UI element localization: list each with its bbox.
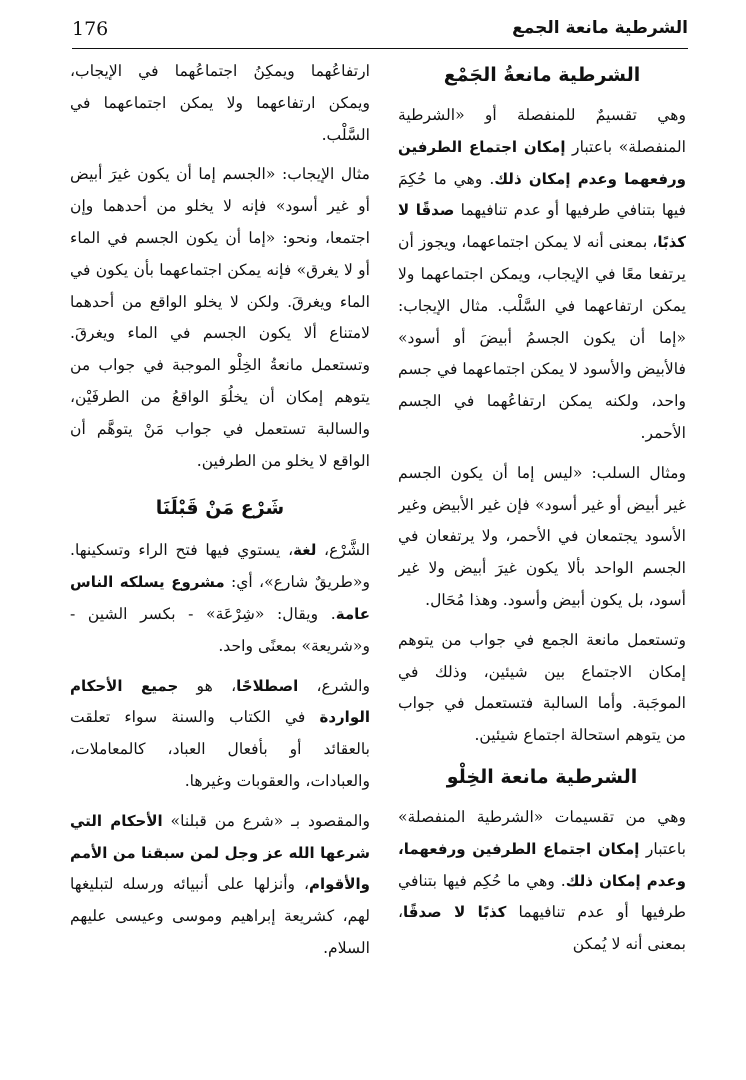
bold-term: صدقًا لا كذبًا <box>398 201 686 252</box>
page-header <box>72 14 688 49</box>
paragraph: الشَّرْع، لغة، يستوي فيها فتح الراء وتسكينها. و«طريقٌ شارع»، أي: مشروع يسلكه الناس عامة. ويقال: «شِرْعَة» - بكسر الشين - و«شريعة» بمعنًى واحد. <box>70 541 370 655</box>
bold-term: كذبًا لا صدقًا <box>403 903 507 922</box>
bold-term: إمكان اجتماع الطرفين ورفعهما وعدم إمكان ذلك <box>398 137 686 188</box>
paragraph: والمقصود بـ «شرع من قبلنا» الأحكام التي شرعها الله عز وجل لمن سبقنا من الأمم والأقوام، وأنزلها على أنبيائه ورسله لتبليغها لهم، كشريعة إبراهيم وموسى وعيسى عليهم السلام. <box>70 811 370 957</box>
section-heading-exclusive-disjunction: الشرطية مانعة الخِلْو <box>446 765 638 788</box>
paragraph: وهي تقسيمٌ للمنفصلة أو «الشرطية المنفصلة» باعتبار إمكان اجتماع الطرفين ورفعهما وعدم إمكان ذلك. وهي ما حُكِمَ فيها بتنافي طرفيها أو عدم تنافيهما صدقًا لا كذبًا، بمعنى أنه لا يمكن اجتماعهما، ويجوز أن يرتفعا معًا في الإيجاب، ويمكن اجتماعهما ولا يمكن ارتفاعهما في السَّلْب. مثال الإيجاب: «إما أن يكون الجسمُ أبيضَ أو أسود» فالأبيض والأسود لا يمكن اجتماعهما في جسم واحد، ولكنه يمكن ارتفاعُهما في الجسم الأحمر. <box>398 106 686 442</box>
paragraph: ومثال السلب: «ليس إما أن يكون الجسم غير أبيض أو غير أسود» فإن غير الأبيض وغير الأسود يجتمعان في الأحمر، ولا يرتفعان في الجسم الواحد بألا يكون غيرَ أبيض ولا غير أسود، بل يكون أبيض وأسود. وهذا مُحَال. <box>398 463 686 609</box>
paragraph: وتستعمل مانعة الجمع في جواب من يتوهم إمكان الاجتماع بين شيئين، وذلك في الموجَبة. وأما السالبة فتستعمل في جواب من يتوهم استحالة اجتماع شيئين. <box>398 630 686 745</box>
bold-term: اصطلاحًا <box>236 676 299 695</box>
page-number: 176 <box>72 18 109 40</box>
bold-term: مشروع يسلكه الناس عامة <box>70 573 370 623</box>
paragraph: ارتفاعُهما ويمكِنُ اجتماعُهما في الإيجاب، ويمكن ارتفاعهما ولا يمكن اجتماعهما في السَّلْب. <box>70 62 370 144</box>
bold-term: إمكان اجتماع الطرفين ورفعهما، وعدم إمكان ذلك <box>398 839 686 890</box>
bold-term: جميع الأحكام الواردة <box>70 676 370 727</box>
bold-term: الأحكام التي شرعها الله عز وجل لمن سبقنا من الأمم والأقوام <box>70 811 370 894</box>
right-column <box>398 56 686 1071</box>
paragraph: مثال الإيجاب: «الجسم إما أن يكون غيرَ أبيض أو غير أسود» فإنه لا يخلو من أحدهما وإن اجتمعا، ونحو: «إما أن يكون الجسم في الماء أو لا يغرق» فإنه يمكن اجتماعهما بأن يكون في الماء ويغرقَ. ولكن لا يخلو الواقع من أحدهما لامتناع ألا يكون الجسم في الماء ويغرقَ. وتستعمل مانعةُ الخِلْو الموجبة في جواب من يتوهم إمكان أن يخلُوَ الواقعُ من الطرفَيْن، والسالبة تستعمل في جواب مَنْ يتوهَّم أن الواقع لا يخلو من الطرفين. <box>70 165 370 470</box>
paragraph: والشرع، اصطلاحًا، هو جميع الأحكام الواردة في الكتاب والسنة سواء تعلقت بالعقائد أو بأفعال العباد، كالمعاملات، والعبادات، والعقوبات وغيرها. <box>70 676 370 790</box>
bold-term: لغة <box>293 541 317 560</box>
running-title: الشرطية مانعة الجمع <box>512 18 688 38</box>
section-heading-exclusive-conjunction: الشرطية مانعةُ الجَمْع <box>443 64 641 86</box>
left-column <box>70 56 370 1071</box>
section-heading-previous-law: شَرْع مَنْ قَبْلَنَا <box>155 497 285 520</box>
paragraph: وهي من تقسيمات «الشرطية المنفصلة» باعتبار إمكان اجتماع الطرفين ورفعهما، وعدم إمكان ذلك. وهي ما حُكِم فيها بتنافي طرفيها أو عدم تنافيهما كذبًا لا صدقًا، بمعنى أنه لا يُمكن <box>398 807 686 954</box>
